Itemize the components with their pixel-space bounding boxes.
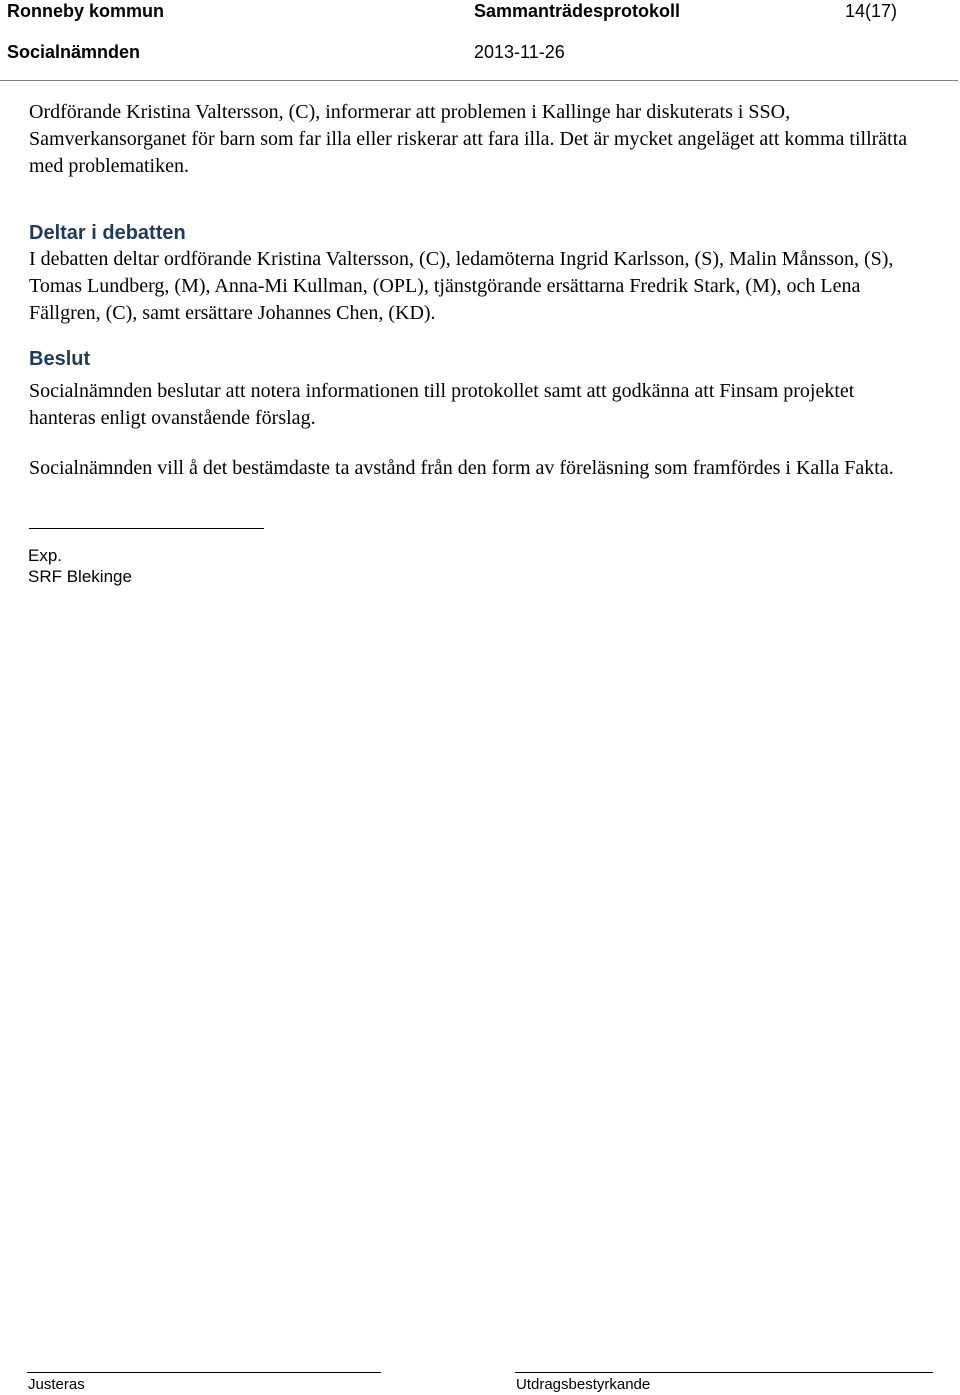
meeting-date: 2013-11-26 [474,42,565,62]
committee-name: Socialnämnden [7,42,141,62]
justeras-line [27,1372,381,1373]
signature-line [29,528,264,529]
header-divider [0,80,958,81]
municipality-name: Ronneby kommun [7,1,165,21]
decision-paragraph-1: Socialnämnden beslutar att notera informationen till protokollet samt att godkänna att Finsam projektet hanteras enligt ovanstående förslag. [29,380,855,429]
decision-paragraph-2: Socialnämnden vill å det bestämdaste ta avstånd från den form av föreläsning som framfördes i Kalla Fakta. [29,457,894,479]
intro-paragraph: Ordförande Kristina Valtersson, (C), informerar att problemen i Kallinge har diskuterats i SSO, Samverkansorganet för barn som far illa eller riskerar att fara illa. Det är mycket angeläget att komma tillrätta med problematiken. [29,101,908,177]
distribution-label: Exp. [28,546,63,565]
page-number: 14(17) [845,1,898,21]
document-type: Sammanträdesprotokoll [474,1,681,21]
utdragsbestyrkande-line [515,1372,933,1373]
decision-heading: Beslut [29,348,91,370]
debate-paragraph: I debatten deltar ordförande Kristina Valtersson, (C), ledamöterna Ingrid Karlsson, (S), Malin Månsson, (S), Tomas Lundberg, (M), Anna-Mi Kullman, (OPL), tjänstgörande ersättarna Fredrik Stark, (M), och Lena Fällgren, (C), samt ersättare Johannes Chen, (KD). [29,248,894,324]
footer-utdragsbestyrkande: Utdragsbestyrkande [516,1376,651,1393]
footer-justeras: Justeras [28,1376,85,1393]
debate-heading: Deltar i debatten [29,222,186,244]
distribution-recipient: SRF Blekinge [28,567,132,586]
